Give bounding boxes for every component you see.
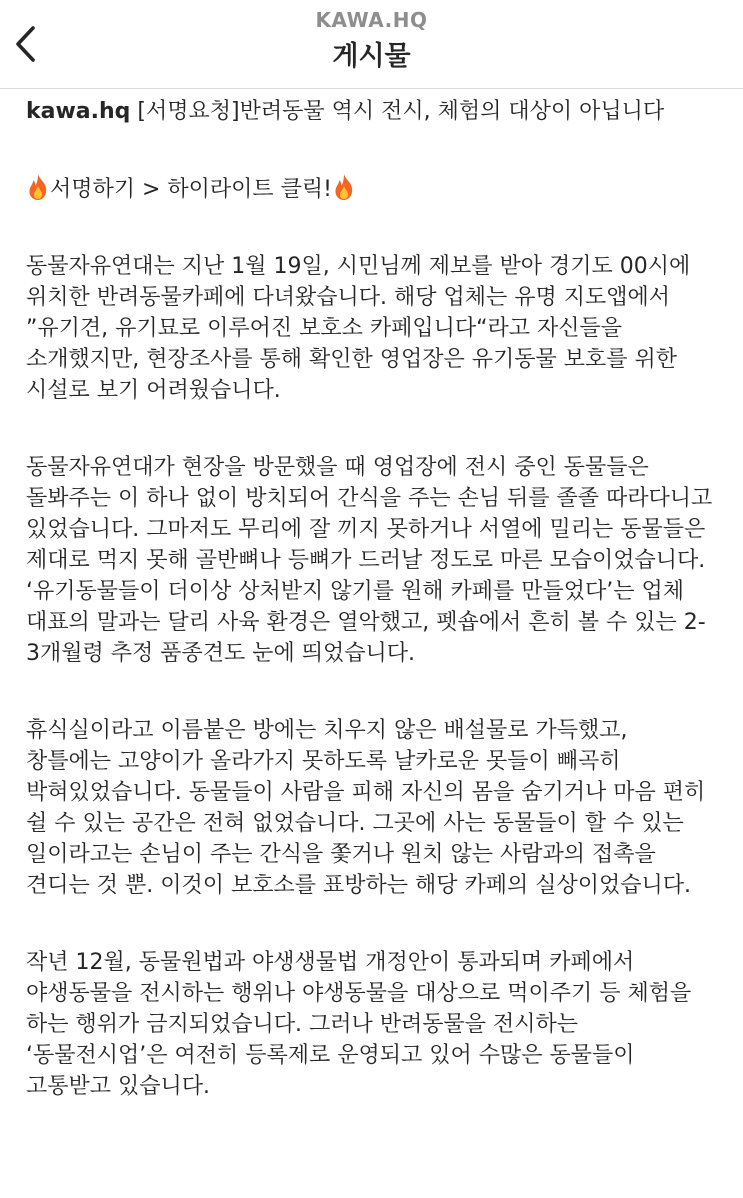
- highlight-instruction: [26, 173, 716, 205]
- highlight-text: 서명하기 > 하이라이트 클릭!: [50, 177, 333, 202]
- author-username[interactable]: kawa.hq: [26, 99, 131, 124]
- caption-paragraph: 동물자유연대가 현장을 방문했을 때 영업장에 전시 중인 동물들은 돌봐주는 이 하나 없이 방치되어 간식을 주는 손님 뒤를 졸졸 따라다니고 있었습니다. 그마저도 무리에 잘 끼지 못하거나 서열에 밀리는 동물들은 제대로 먹지 못해 골반뼈나 등뼈가 드러날 정도로 마른 모습이었습니다. ‘유기동물들이 더이상 상처받지 않기를 원해 카페를 만들었다’는 업체 대표의 말과는 달리 사육 환경은 열악했고, 펫숍에서 흔히 볼 수 있는 2-3개월령 추정 품종견도 눈에 띄었습니다.: [26, 455, 713, 666]
- caption-title: [서명요청]반려동물 역시 전시, 체험의 대상이 아닙니다: [137, 99, 665, 124]
- fire-icon: [332, 173, 356, 201]
- caption-paragraph: 동물자유연대는 지난 1월 19일, 시민님께 제보를 받아 경기도 00시에 위치한 반려동물카페에 다녀왔습니다. 해당 업체는 유명 지도앱에서 ”유기견, 유기묘로 이루어진 보호소 카페입니다“라고 자신들을 소개했지만, 현장조사를 통해 확인한 영업장은 유기동물 보호를 위한 시설로 보기 어려웠습니다.: [26, 254, 691, 403]
- caption-paragraph: 휴식실이라고 이름붙은 방에는 치우지 않은 배설물로 가득했고, 창틀에는 고양이가 올라가지 못하도록 날카로운 못들이 빼곡히 박혀있었습니다. 동물들이 사람을 피해 자신의 몸을 숨기거나 마음 편히 쉴 수 있는 공간은 전혀 없었습니다. 그곳에 사는 동물들이 할 수 있는 일이라고는 손님이 주는 간식을 쫓거나 원치 않는 사람과의 접촉을 견디는 것 뿐. 이것이 보호소를 표방하는 해당 카페의 실상이었습니다.: [26, 718, 706, 898]
- page-title: 게시물: [332, 41, 411, 72]
- top-nav-bar: [0, 0, 743, 89]
- caption-first-line: [26, 96, 716, 127]
- header-username[interactable]: KAWA.HQ: [315, 8, 428, 32]
- fire-icon: [26, 173, 50, 201]
- caption-paragraph: 작년 12월, 동물원법과 야생생물법 개정안이 통과되며 카페에서 야생동물을 전시하는 행위나 야생동물을 대상으로 먹이주기 등 체험을 하는 행위가 금지되었습니다. 그러나 반려동물을 전시하는 ‘동물전시업’은 여전히 등록제로 운영되고 있어 수많은 동물들이 고통받고 있습니다.: [26, 950, 692, 1099]
- post-caption: [26, 96, 716, 1102]
